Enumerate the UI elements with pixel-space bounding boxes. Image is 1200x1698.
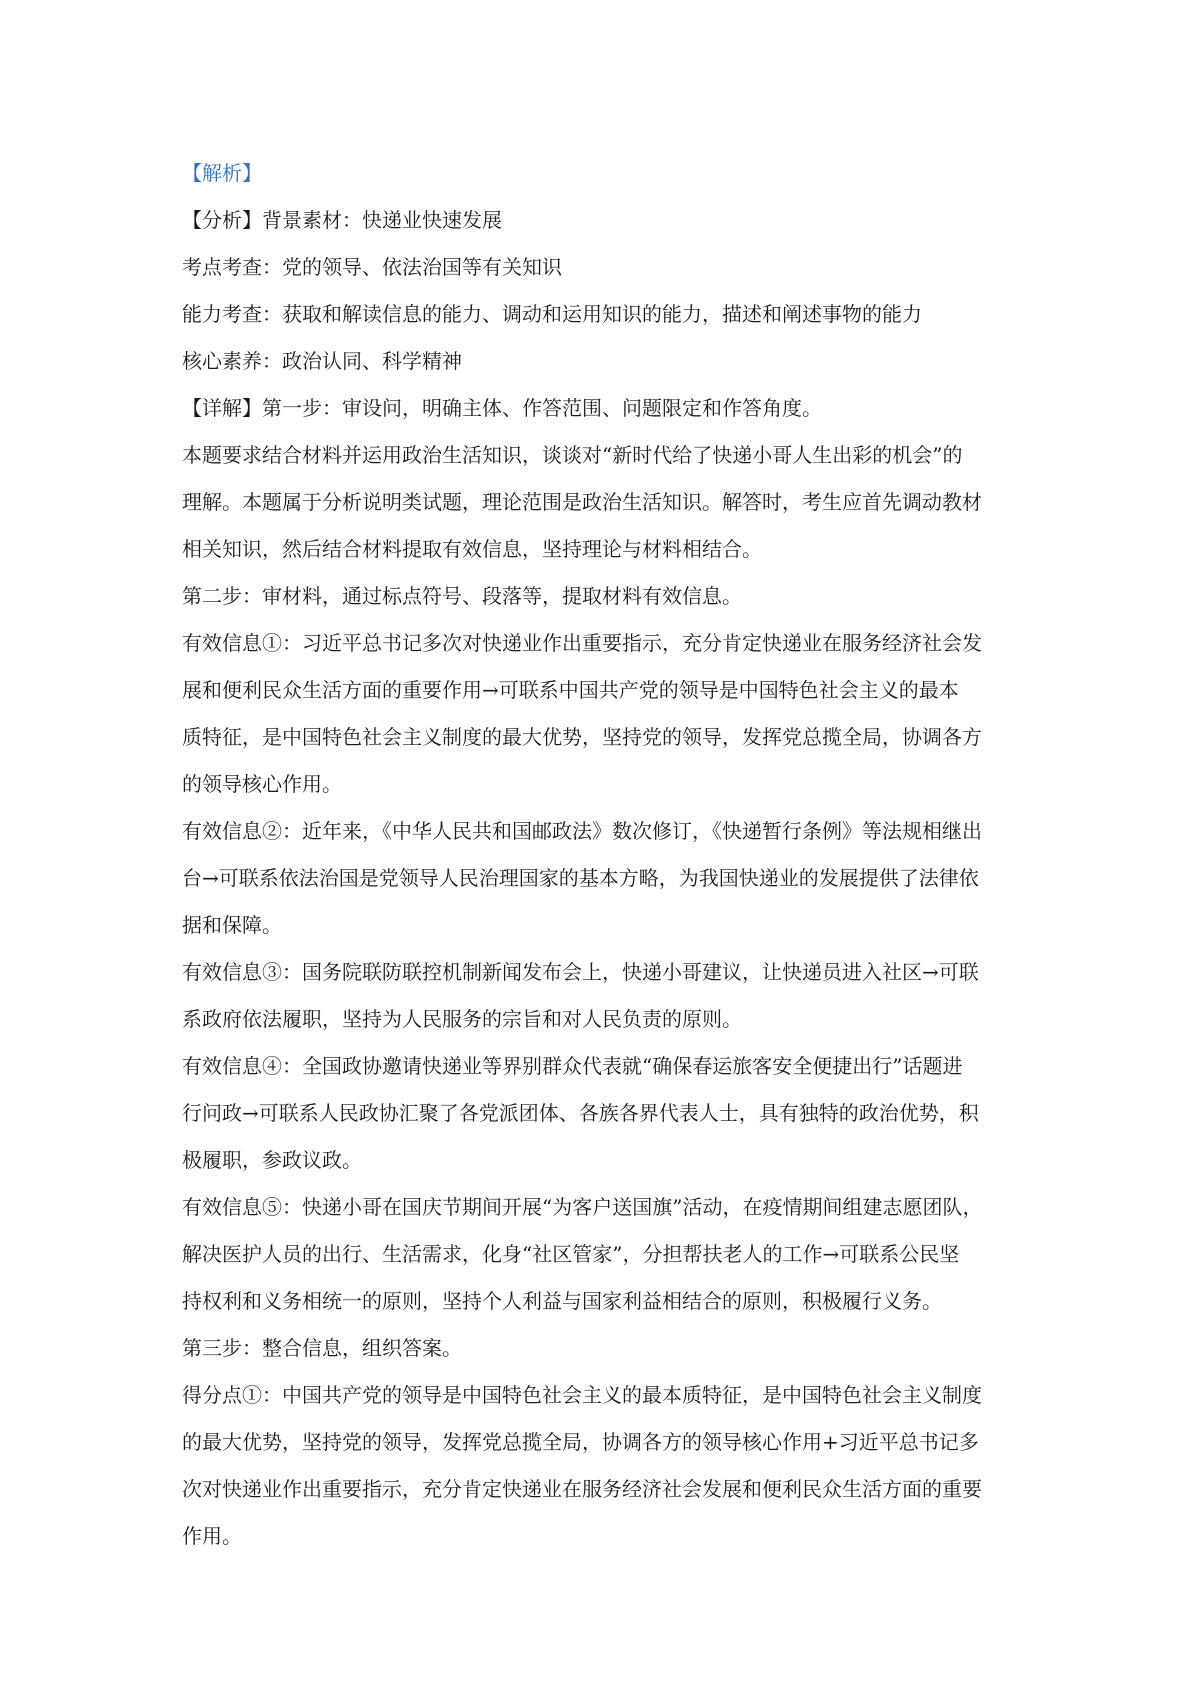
text-line: 【分析】背景素材：快递业快速发展: [182, 208, 502, 232]
text-line: 有效信息⑤：快递小哥在国庆节期间开展“为客户送国旗”活动，在疫情期间组建志愿团队，: [182, 1195, 983, 1219]
text-line: 第二步：审材料，通过标点符号、段落等，提取材料有效信息。: [182, 584, 742, 608]
text-line: 展和便利民众生活方面的重要作用→可联系中国共产党的领导是中国特色社会主义的最本: [182, 678, 959, 702]
text-line: 理解。本题属于分析说明类试题，理论范围是政治生活知识。解答时，考生应首先调动教材: [182, 490, 982, 514]
text-line: 行问政→可联系人民政协汇聚了各党派团体、各族各界代表人士，具有独特的政治优势，积: [182, 1101, 979, 1125]
text-line: 的领导核心作用。: [182, 772, 342, 796]
text-line: 台→可联系依法治国是党领导人民治理国家的基本方略，为我国快递业的发展提供了法律依: [182, 866, 979, 890]
text-line: 持权利和义务相统一的原则，坚持个人利益与国家利益相结合的原则，积极履行义务。: [182, 1289, 942, 1313]
text-line: 有效信息①：习近平总书记多次对快递业作出重要指示，充分肯定快递业在服务经济社会发: [182, 631, 982, 655]
document-page: [182, 150, 1032, 1560]
text-line: 第三步：整合信息，组织答案。: [182, 1336, 462, 1360]
text-line: 有效信息③：国务院联防联控机制新闻发布会上，快递小哥建议，让快递员进入社区→可联: [182, 960, 979, 984]
text-line: 作用。: [182, 1524, 242, 1548]
analysis-heading: 【解析】: [182, 161, 262, 185]
text-line: 系政府依法履职，坚持为人民服务的宗旨和对人民负责的原则。: [182, 1007, 742, 1031]
text-line: 的最大优势，坚持党的领导，发挥党总揽全局，协调各方的领导核心作用+习近平总书记多: [182, 1430, 979, 1454]
text-line: 有效信息④：全国政协邀请快递业等界别群众代表就“确保春运旅客安全便捷出行”话题进: [182, 1054, 963, 1078]
text-line: 解决医护人员的出行、生活需求，化身“社区管家”，分担帮扶老人的工作→可联系公民坚: [182, 1242, 960, 1266]
text-line: 极履职，参政议政。: [182, 1148, 362, 1172]
text-line: 据和保障。: [182, 913, 282, 937]
text-line: 核心素养：政治认同、科学精神: [182, 349, 462, 373]
text-line: 本题要求结合材料并运用政治生活知识，谈谈对“新时代给了快递小哥人生出彩的机会”的: [182, 443, 963, 467]
text-line: 能力考查：获取和解读信息的能力、调动和运用知识的能力，描述和阐述事物的能力: [182, 302, 922, 326]
text-line: 次对快递业作出重要指示，充分肯定快递业在服务经济社会发展和便利民众生活方面的重要: [182, 1477, 982, 1501]
text-line: 得分点①：中国共产党的领导是中国特色社会主义的最本质特征，是中国特色社会主义制度: [182, 1383, 982, 1407]
text-line: 【详解】第一步：审设问，明确主体、作答范围、问题限定和作答角度。: [182, 396, 822, 420]
text-line: 考点考查：党的领导、依法治国等有关知识: [182, 255, 562, 279]
text-line: 有效信息②：近年来，《中华人民共和国邮政法》数次修订，《快递暂行条例》等法规相继出: [182, 819, 982, 843]
text-line: 质特征，是中国特色社会主义制度的最大优势，坚持党的领导，发挥党总揽全局，协调各方: [182, 725, 982, 749]
text-line: 相关知识，然后结合材料提取有效信息，坚持理论与材料相结合。: [182, 537, 762, 561]
